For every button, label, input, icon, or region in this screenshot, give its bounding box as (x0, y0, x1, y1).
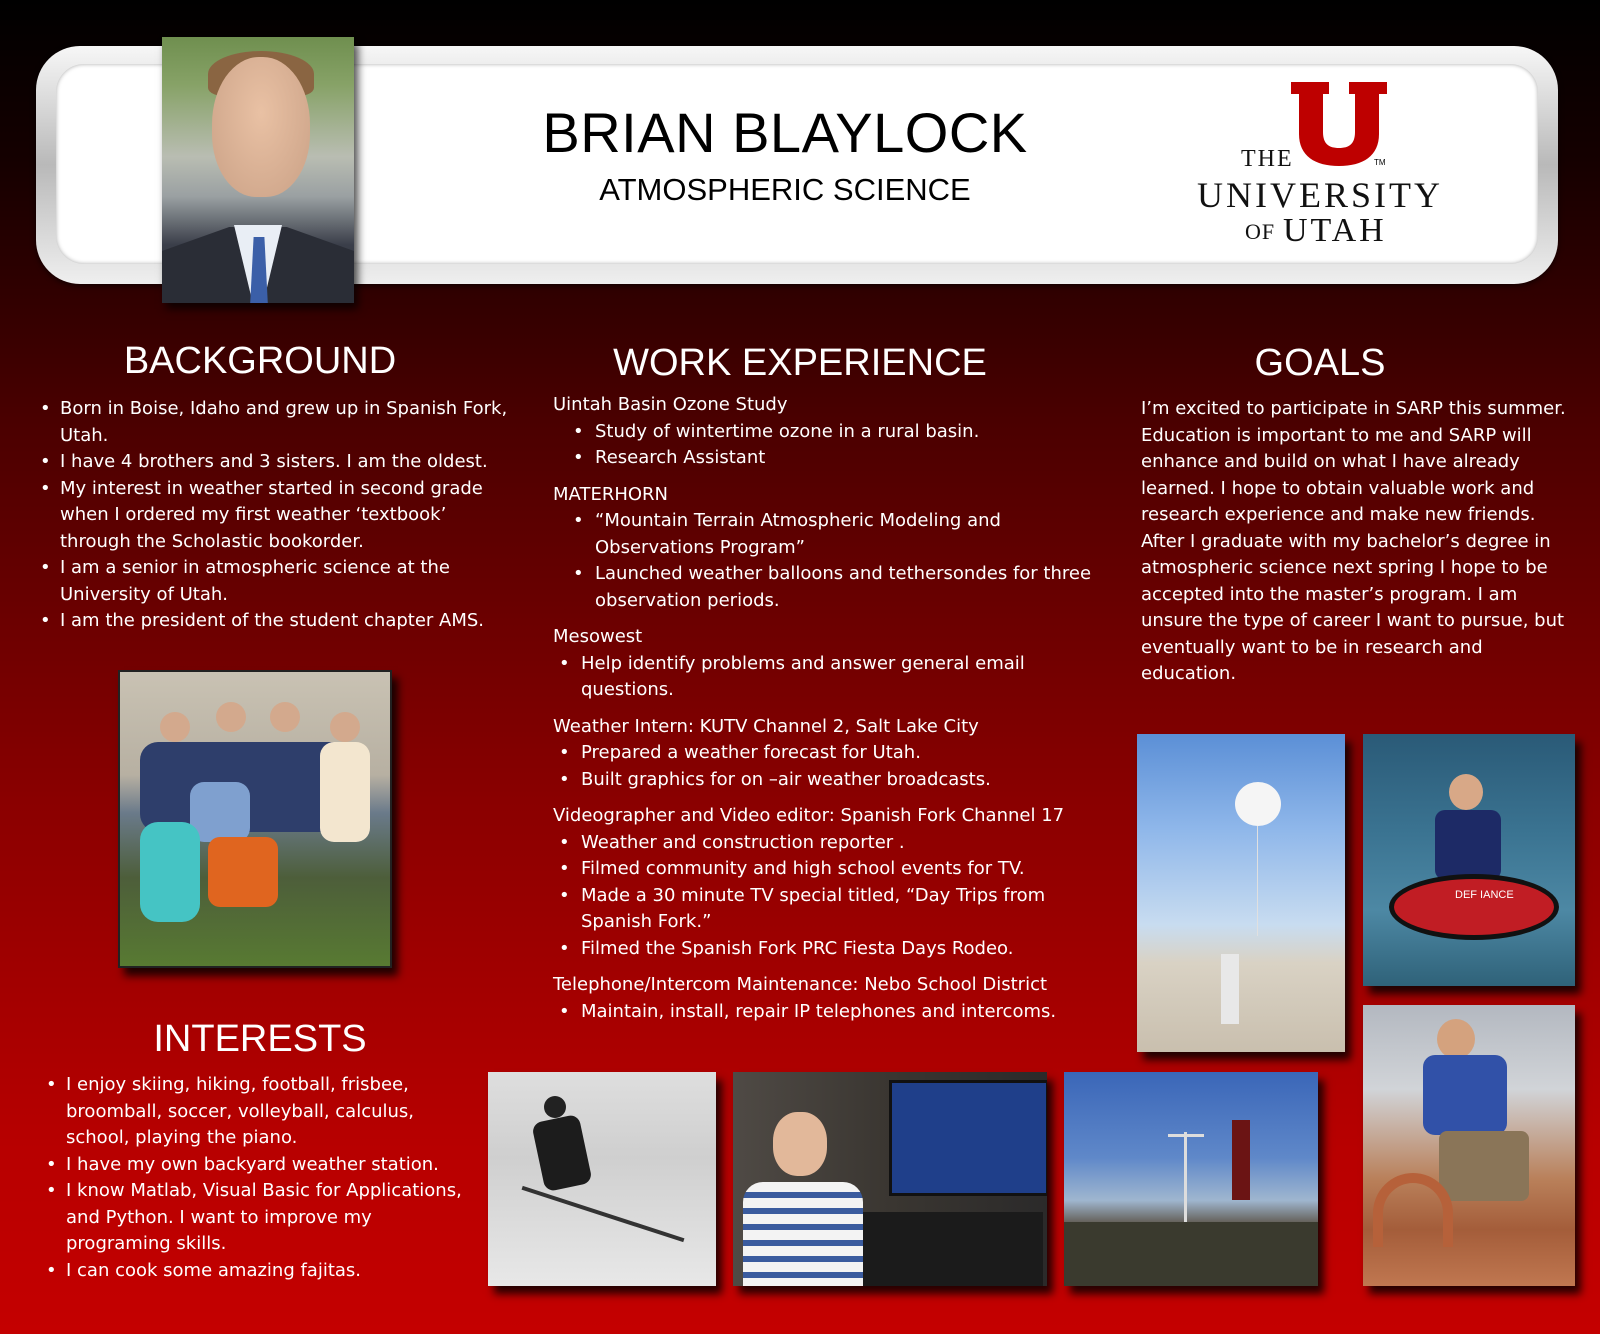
job-title: MATERHORN (553, 483, 668, 505)
job-detail: • Help identify problems and answer general email questions. (553, 651, 1093, 704)
job-entry (553, 972, 1093, 1025)
interest-item: • I have my own backyard weather station. (44, 1152, 474, 1179)
background-heading: BACKGROUND (123, 340, 397, 382)
job-title: Telephone/Intercom Maintenance: Nebo School District (553, 974, 1048, 995)
background-item: • My interest in weather started in second grade when I ordered my first weather ‘textbook’ through the Scholastic bookorder. (38, 476, 508, 556)
job-detail: • Research Assistant (553, 445, 1093, 472)
student-major: ATMOSPHERIC SCIENCE (599, 172, 971, 207)
goals-text: I’m excited to participate in SARP this summer. Education is important to me and SARP will enhance and build on what I have already learned. I hope to obtain valuable work and research experience and make new friends. After I graduate with my bachelor’s degree in atmospheric science next spring I hope to be accepted into the master’s program. I am unsure the type of career I want to pursue, but eventually want to be in research and education. (1141, 398, 1566, 684)
background-item: • I have 4 brothers and 3 sisters. I am the oldest. (38, 449, 508, 476)
student-name: BRIAN BLAYLOCK (542, 101, 1028, 164)
interest-item: • I can cook some amazing fajitas. (44, 1258, 474, 1285)
family-photo (118, 670, 392, 968)
job-detail: • Maintain, install, repair IP telephones and intercoms. (553, 999, 1093, 1026)
job-detail: • Prepared a weather forecast for Utah. (553, 740, 1093, 767)
balloon-launch-photo (1137, 734, 1345, 1052)
studio-photo (733, 1072, 1047, 1286)
job-entry (553, 714, 1093, 794)
background-item: • Born in Boise, Idaho and grew up in Spanish Fork, Utah. (38, 396, 508, 449)
job-detail: • Built graphics for on –air weather broadcasts. (553, 767, 1093, 794)
logo-the: THE (1241, 146, 1294, 172)
tubing-photo (1363, 734, 1575, 986)
logo-university: UNIVERSITY (1197, 175, 1443, 215)
portrait-photo (162, 37, 354, 303)
work-section (553, 392, 1093, 1035)
job-detail: • Launched weather balloons and tethersondes for three observation periods. (553, 561, 1093, 614)
job-entry (553, 392, 1093, 472)
job-title: Weather Intern: KUTV Channel 2, Salt Lake City (553, 715, 979, 737)
interest-item: • I know Matlab, Visual Basic for Applications, and Python. I want to improve my programing skills. (44, 1178, 474, 1258)
job-entry (553, 482, 1093, 615)
job-title: Uintah Basin Ozone Study (553, 394, 788, 415)
interests-section (44, 1072, 474, 1284)
background-section (38, 396, 508, 635)
block-u-icon (1291, 82, 1387, 166)
background-item: • I am the president of the student chapter AMS. (38, 608, 508, 635)
job-detail: • Made a 30 minute TV special titled, “Day Trips from Spanish Fork.” (553, 883, 1093, 936)
goals-heading: GOALS (1254, 342, 1386, 384)
job-detail: • Study of wintertime ozone in a rural basin. (553, 419, 1093, 446)
tube-label: DEF IANCE (1455, 889, 1514, 901)
job-entry (553, 624, 1093, 704)
job-detail: • “Mountain Terrain Atmospheric Modeling and Observations Program” (553, 508, 1093, 561)
job-title: Mesowest (553, 626, 643, 647)
logo-utah: UTAH (1283, 212, 1387, 249)
arch-hiking-photo (1363, 1005, 1575, 1286)
job-detail: • Filmed community and high school events for TV. (553, 856, 1093, 883)
university-logo (1185, 82, 1445, 252)
job-detail: • Weather and construction reporter . (553, 830, 1093, 857)
logo-of: OF (1245, 219, 1276, 244)
background-item: • I am a senior in atmospheric science at the University of Utah. (38, 555, 508, 608)
interests-heading: INTERESTS (153, 1018, 367, 1060)
work-heading: WORK EXPERIENCE (613, 342, 987, 384)
skiing-photo (488, 1072, 716, 1286)
trademark-mark: TM (1374, 158, 1386, 167)
job-entry (553, 803, 1093, 962)
weather-station-photo (1064, 1072, 1318, 1286)
interest-item: • I enjoy skiing, hiking, football, frisbee, broomball, soccer, volleyball, calculus, school, playing the piano. (44, 1072, 474, 1152)
job-detail: • Filmed the Spanish Fork PRC Fiesta Days Rodeo. (553, 936, 1093, 963)
job-title: Videographer and Video editor: Spanish Fork Channel 17 (553, 805, 1065, 826)
